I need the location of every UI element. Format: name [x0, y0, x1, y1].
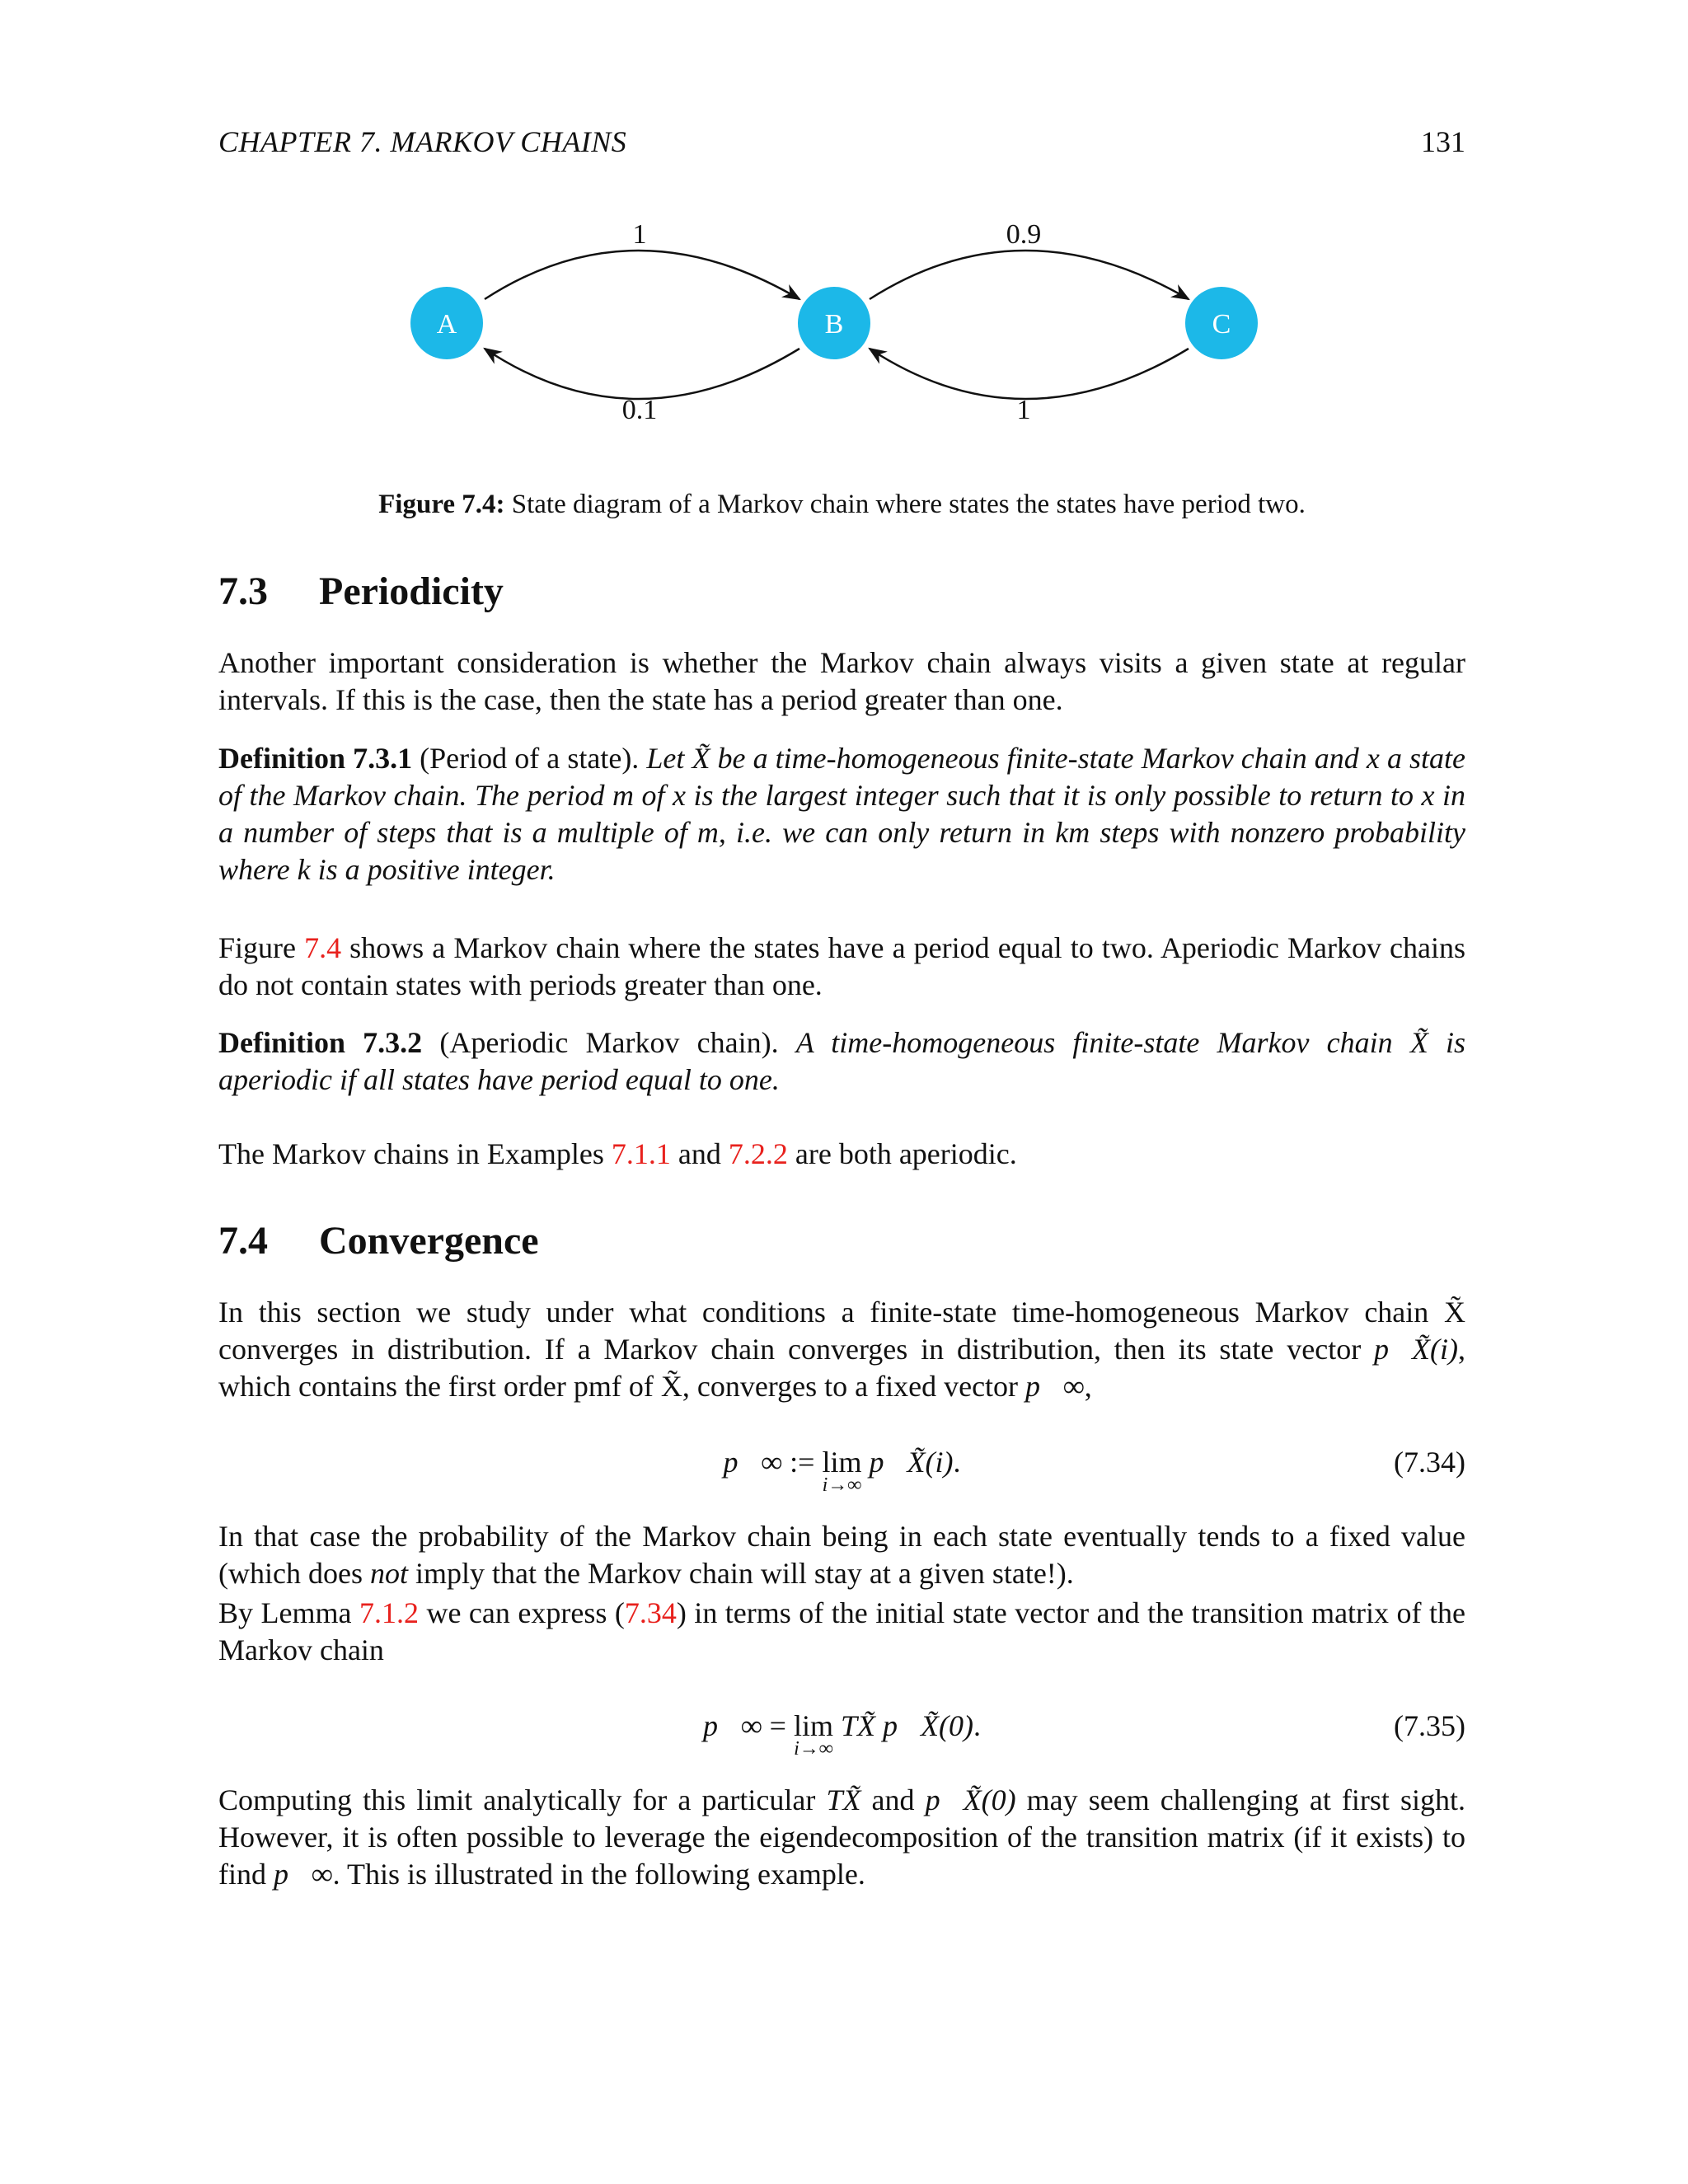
section-title: Convergence	[319, 1219, 539, 1263]
math-punct: .	[953, 1446, 961, 1479]
math-transition-matrix: TX̃	[826, 1783, 861, 1816]
edge-b-to-a	[485, 349, 799, 399]
definition-name: (Period of a state).	[420, 742, 640, 775]
math-limit-vector: p⃗∞	[274, 1858, 333, 1891]
chapter-title: CHAPTER 7. MARKOV CHAINS	[218, 125, 627, 158]
text-span: In that case the probability of the Markov chain being in each state eventually tends to a fixed value (which does	[218, 1520, 1465, 1590]
math-limit-vector: p⃗∞	[723, 1446, 783, 1479]
figure-reference-paragraph	[218, 930, 1465, 1004]
text-span: The Markov chains in Examples	[218, 1137, 612, 1170]
section-number: 7.4	[218, 1219, 268, 1263]
definition-name: (Aperiodic Markov chain).	[439, 1026, 779, 1059]
equation-link[interactable]: 7.34	[624, 1596, 677, 1629]
equation-7-34	[218, 1444, 1465, 1502]
node-label-a: A	[436, 309, 457, 340]
example-link[interactable]: 7.1.1	[611, 1137, 671, 1170]
convergence-intro-paragraph	[218, 1294, 1465, 1405]
convergence-interpretation-paragraph	[218, 1518, 1465, 1592]
emphasis: not	[369, 1557, 408, 1590]
running-header	[218, 124, 1465, 160]
math-operator: =	[769, 1709, 786, 1742]
section-number: 7.3	[218, 569, 268, 613]
definition-period-of-state	[218, 740, 1465, 888]
examples-paragraph	[218, 1136, 1465, 1173]
lim-text: lim	[793, 1709, 833, 1742]
math-transition-matrix: TX̃	[841, 1709, 876, 1742]
math-state-vector: p⃗X̃(i)	[869, 1446, 954, 1479]
lemma-reference-paragraph	[218, 1595, 1465, 1669]
math-punct: .	[973, 1709, 981, 1742]
edge-a-to-b	[485, 251, 799, 299]
text-span: In this section we study under what conditions a finite-state time-homogeneous Markov chain X̃ converges in distribution. If a Markov chain converges in distribution, then its state vector	[218, 1296, 1465, 1366]
figure-caption	[218, 488, 1465, 521]
node-label-b: B	[824, 309, 844, 340]
text-span: Computing this limit analytically for a particular	[218, 1783, 827, 1816]
text-span: and	[860, 1783, 926, 1816]
section-heading-convergence	[218, 1218, 539, 1264]
text-span: ,	[1084, 1370, 1092, 1403]
definition-label: Definition 7.3.1	[218, 742, 413, 775]
text-span: , which contains the first order pmf of X̃, converges to a fixed vector	[218, 1333, 1465, 1403]
edge-c-to-b	[870, 349, 1189, 399]
example-link[interactable]: 7.2.2	[728, 1137, 788, 1170]
equation-body	[218, 1444, 1465, 1494]
edge-label-b-a: 0.1	[621, 395, 658, 425]
section-title: Periodicity	[319, 569, 504, 613]
text-span: are both aperiodic.	[787, 1137, 1017, 1170]
page-number: 131	[1421, 125, 1465, 158]
equation-body	[218, 1708, 1465, 1758]
definition-label: Definition 7.3.2	[218, 1026, 423, 1059]
section-heading-periodicity	[218, 569, 504, 615]
lim-subscript: i→∞	[822, 1474, 862, 1496]
edge-label-c-b: 1	[1016, 395, 1031, 425]
math-limit-vector: p⃗∞	[703, 1709, 762, 1742]
math-operator: :=	[790, 1446, 815, 1479]
text-span: imply that the Markov chain will stay at a given state!).	[407, 1557, 1074, 1590]
edge-label-a-b: 1	[632, 219, 647, 250]
caption-text: State diagram of a Markov chain where states the states have period two.	[511, 490, 1306, 519]
text-span: . This is illustrated in the following example.	[332, 1858, 865, 1891]
figure-link[interactable]: 7.4	[304, 931, 342, 964]
text-span: ) in terms of the initial state vector and the transition matrix of the Markov chain	[218, 1596, 1465, 1666]
text-span: By Lemma	[218, 1596, 359, 1629]
limit-operator	[822, 1444, 861, 1494]
caption-label: Figure 7.4:	[378, 490, 505, 519]
edge-label-b-c: 0.9	[1006, 219, 1042, 250]
text-span: and	[670, 1137, 729, 1170]
definition-aperiodic-chain	[218, 1024, 1465, 1099]
lim-text: lim	[822, 1446, 862, 1479]
text-span: may seem challenging at first sight. However, it is often possible to leverage the eigendecomposition of the transition matrix (if it exists) to find	[218, 1783, 1465, 1891]
equation-7-35	[218, 1708, 1465, 1765]
lim-subscript: i→∞	[794, 1738, 833, 1760]
edge-b-to-c	[870, 251, 1189, 299]
text-span: we can express (	[418, 1596, 625, 1629]
text-span: shows a Markov chain where the states have a period equal to two. Aperiodic Markov chains do not contain states with periods greater than one.	[218, 931, 1465, 1001]
math-state-vector: p⃗X̃(i)	[1374, 1333, 1458, 1366]
limit-operator	[794, 1708, 833, 1758]
math-limit-vector: p⃗∞	[1025, 1370, 1085, 1403]
markov-state-diagram	[396, 210, 1302, 441]
equation-number: (7.35)	[1394, 1709, 1465, 1742]
text-span: Figure	[218, 931, 305, 964]
math-initial-vector: p⃗X̃(0)	[883, 1709, 973, 1742]
eigendecomposition-paragraph	[218, 1782, 1465, 1893]
equation-number: (7.34)	[1394, 1446, 1465, 1479]
math-initial-vector: p⃗X̃(0)	[925, 1783, 1016, 1816]
definition-body: Let X̃ be a time-homogeneous finite-state Markov chain and x a state of the Markov chain. The period m of x is the largest integer such that it is only possible to return to x in a number of steps that is a multiple of m, i.e. we can only return in km steps with nonzero probability where k is a positive integer.	[218, 742, 1466, 886]
definition-body: A time-homogeneous finite-state Markov chain X̃ is aperiodic if all states have period equal to one.	[218, 1026, 1466, 1096]
lemma-link[interactable]: 7.1.2	[359, 1596, 419, 1629]
periodicity-intro-paragraph: Another important consideration is whether the Markov chain always visits a given state at regular intervals. If this is the case, then the state has a period greater than one.	[218, 646, 1465, 716]
node-label-c: C	[1212, 309, 1231, 340]
